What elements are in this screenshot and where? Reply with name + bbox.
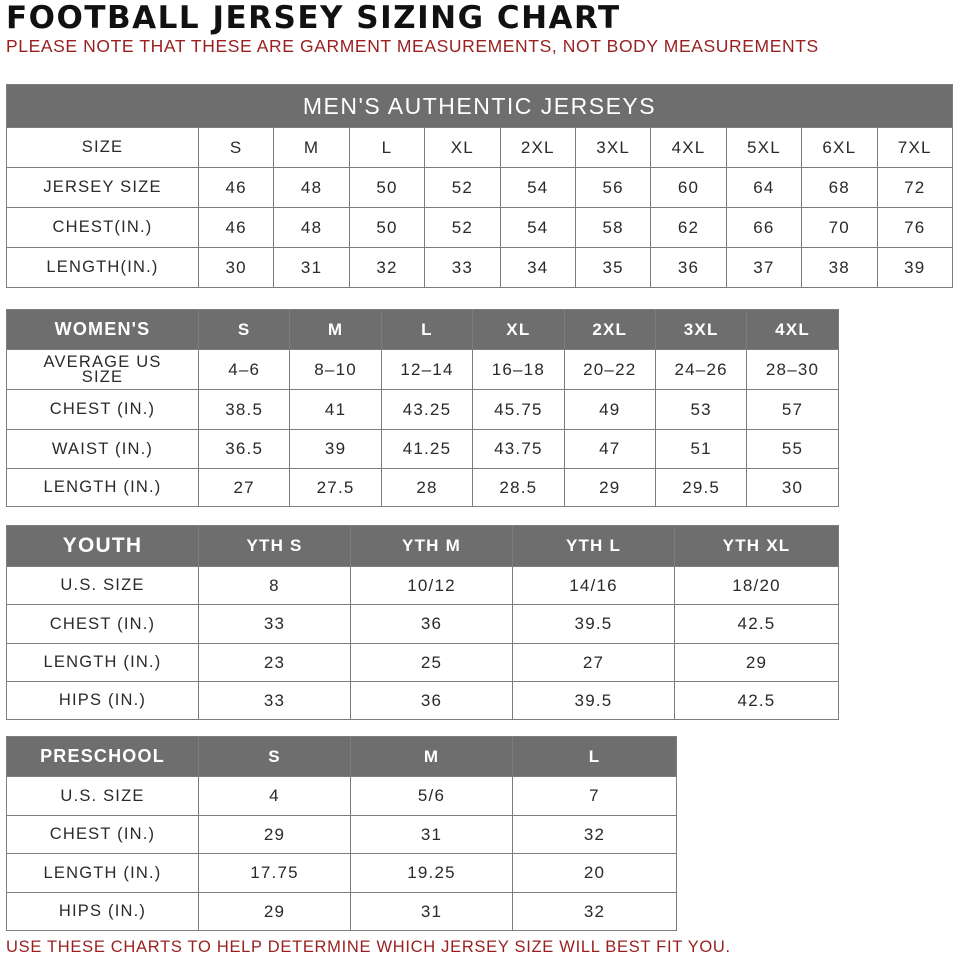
cell: 8 — [199, 567, 351, 605]
table-row — [7, 854, 677, 893]
cell: 39 — [877, 248, 952, 288]
mens-size-header: 5XL — [726, 128, 801, 168]
footer-note: USE THESE CHARTS TO HELP DETERMINE WHICH JERSEY SIZE WILL BEST FIT YOU. — [6, 938, 731, 956]
mens-size-header: 6XL — [802, 128, 877, 168]
cell: 32 — [513, 893, 677, 931]
table-row — [7, 893, 677, 931]
table-row — [7, 350, 839, 390]
cell: 33 — [199, 605, 351, 644]
page-title: FOOTBALL JERSEY SIZING CHART — [6, 0, 621, 36]
cell: 20–22 — [564, 350, 655, 390]
womens-size-header: 4XL — [747, 310, 838, 350]
cell: 17.75 — [199, 854, 351, 893]
cell: 48 — [274, 208, 349, 248]
cell: 57 — [747, 390, 838, 430]
cell: 36.5 — [199, 430, 290, 469]
cell: 36 — [351, 682, 513, 720]
cell: 60 — [651, 168, 726, 208]
cell: 31 — [351, 816, 513, 854]
womens-size-header: XL — [473, 310, 564, 350]
youth-table — [6, 525, 839, 720]
table-row — [7, 469, 839, 507]
youth-header: YOUTH — [7, 526, 199, 567]
youth-size-header: YTH M — [351, 526, 513, 567]
row-label: HIPS (IN.) — [7, 682, 199, 720]
cell: 41 — [290, 390, 381, 430]
row-label: LENGTH (IN.) — [7, 644, 199, 682]
cell: 64 — [726, 168, 801, 208]
cell: 45.75 — [473, 390, 564, 430]
table-row — [7, 605, 839, 644]
mens-size-header: 3XL — [575, 128, 650, 168]
cell: 20 — [513, 854, 677, 893]
cell: 28.5 — [473, 469, 564, 507]
womens-table — [6, 309, 839, 507]
mens-size-header: 2XL — [500, 128, 575, 168]
cell: 42.5 — [675, 682, 839, 720]
womens-size-header: 3XL — [655, 310, 746, 350]
mens-size-header: L — [349, 128, 424, 168]
row-label: CHEST (IN.) — [7, 390, 199, 430]
table-row — [7, 430, 839, 469]
cell: 8–10 — [290, 350, 381, 390]
cell: 30 — [747, 469, 838, 507]
row-label: U.S. SIZE — [7, 777, 199, 816]
row-label: LENGTH (IN.) — [7, 854, 199, 893]
womens-size-header: M — [290, 310, 381, 350]
cell: 5/6 — [351, 777, 513, 816]
mens-banner: MEN'S AUTHENTIC JERSEYS — [7, 85, 953, 128]
cell: 50 — [349, 208, 424, 248]
cell: 34 — [500, 248, 575, 288]
mens-size-header: S — [199, 128, 274, 168]
table-row — [7, 208, 953, 248]
cell: 49 — [564, 390, 655, 430]
cell: 41.25 — [381, 430, 472, 469]
cell: 72 — [877, 168, 952, 208]
cell: 28 — [381, 469, 472, 507]
cell: 54 — [500, 168, 575, 208]
row-label: U.S. SIZE — [7, 567, 199, 605]
cell: 46 — [199, 208, 274, 248]
cell: 27.5 — [290, 469, 381, 507]
cell: 47 — [564, 430, 655, 469]
preschool-size-header: M — [351, 737, 513, 777]
cell: 28–30 — [747, 350, 838, 390]
row-label: AVERAGE US SIZE — [7, 350, 199, 390]
cell: 38.5 — [199, 390, 290, 430]
cell: 39 — [290, 430, 381, 469]
youth-size-header: YTH L — [513, 526, 675, 567]
youth-size-header: YTH S — [199, 526, 351, 567]
womens-header: WOMEN'S — [7, 310, 199, 350]
cell: 7 — [513, 777, 677, 816]
cell: 29 — [199, 816, 351, 854]
cell: 14/16 — [513, 567, 675, 605]
row-label: LENGTH (IN.) — [7, 469, 199, 507]
cell: 29 — [675, 644, 839, 682]
cell: 62 — [651, 208, 726, 248]
preschool-table — [6, 736, 677, 931]
cell: 36 — [651, 248, 726, 288]
cell: 29.5 — [655, 469, 746, 507]
mens-size-header: 4XL — [651, 128, 726, 168]
table-row — [7, 567, 839, 605]
table-row — [7, 682, 839, 720]
cell: 38 — [802, 248, 877, 288]
cell: 27 — [199, 469, 290, 507]
cell: 52 — [425, 168, 500, 208]
cell: 33 — [425, 248, 500, 288]
cell: 19.25 — [351, 854, 513, 893]
cell: 52 — [425, 208, 500, 248]
cell: 58 — [575, 208, 650, 248]
mens-size-header: M — [274, 128, 349, 168]
cell: 32 — [513, 816, 677, 854]
cell: 23 — [199, 644, 351, 682]
row-label: LENGTH(IN.) — [7, 248, 199, 288]
preschool-size-header: L — [513, 737, 677, 777]
womens-size-header: 2XL — [564, 310, 655, 350]
cell: 18/20 — [675, 567, 839, 605]
table-row — [7, 168, 953, 208]
womens-size-header: S — [199, 310, 290, 350]
mens-size-header: 7XL — [877, 128, 952, 168]
cell: 29 — [564, 469, 655, 507]
womens-size-header: L — [381, 310, 472, 350]
cell: 68 — [802, 168, 877, 208]
cell: 76 — [877, 208, 952, 248]
row-label: CHEST (IN.) — [7, 605, 199, 644]
cell: 31 — [274, 248, 349, 288]
cell: 46 — [199, 168, 274, 208]
cell: 55 — [747, 430, 838, 469]
cell: 24–26 — [655, 350, 746, 390]
cell: 36 — [351, 605, 513, 644]
cell: 12–14 — [381, 350, 472, 390]
cell: 43.25 — [381, 390, 472, 430]
cell: 25 — [351, 644, 513, 682]
cell: 4–6 — [199, 350, 290, 390]
cell: 39.5 — [513, 682, 675, 720]
mens-size-label: SIZE — [7, 128, 199, 168]
cell: 53 — [655, 390, 746, 430]
preschool-header: PRESCHOOL — [7, 737, 199, 777]
cell: 42.5 — [675, 605, 839, 644]
cell: 10/12 — [351, 567, 513, 605]
table-row — [7, 248, 953, 288]
cell: 29 — [199, 893, 351, 931]
cell: 70 — [802, 208, 877, 248]
row-label: CHEST (IN.) — [7, 816, 199, 854]
cell: 56 — [575, 168, 650, 208]
cell: 54 — [500, 208, 575, 248]
youth-size-header: YTH XL — [675, 526, 839, 567]
cell: 50 — [349, 168, 424, 208]
cell: 66 — [726, 208, 801, 248]
cell: 16–18 — [473, 350, 564, 390]
table-row — [7, 777, 677, 816]
row-label: WAIST (IN.) — [7, 430, 199, 469]
cell: 48 — [274, 168, 349, 208]
cell: 30 — [199, 248, 274, 288]
garment-note: PLEASE NOTE THAT THESE ARE GARMENT MEASUREMENTS, NOT BODY MEASUREMENTS — [6, 36, 819, 56]
cell: 43.75 — [473, 430, 564, 469]
preschool-size-header: S — [199, 737, 351, 777]
table-row — [7, 816, 677, 854]
cell: 27 — [513, 644, 675, 682]
cell: 37 — [726, 248, 801, 288]
table-row — [7, 390, 839, 430]
row-label: HIPS (IN.) — [7, 893, 199, 931]
cell: 4 — [199, 777, 351, 816]
cell: 32 — [349, 248, 424, 288]
row-label: CHEST(IN.) — [7, 208, 199, 248]
table-row — [7, 644, 839, 682]
cell: 33 — [199, 682, 351, 720]
row-label: JERSEY SIZE — [7, 168, 199, 208]
cell: 35 — [575, 248, 650, 288]
mens-size-header: XL — [425, 128, 500, 168]
cell: 39.5 — [513, 605, 675, 644]
mens-authentic-table — [6, 84, 953, 288]
cell: 51 — [655, 430, 746, 469]
cell: 31 — [351, 893, 513, 931]
